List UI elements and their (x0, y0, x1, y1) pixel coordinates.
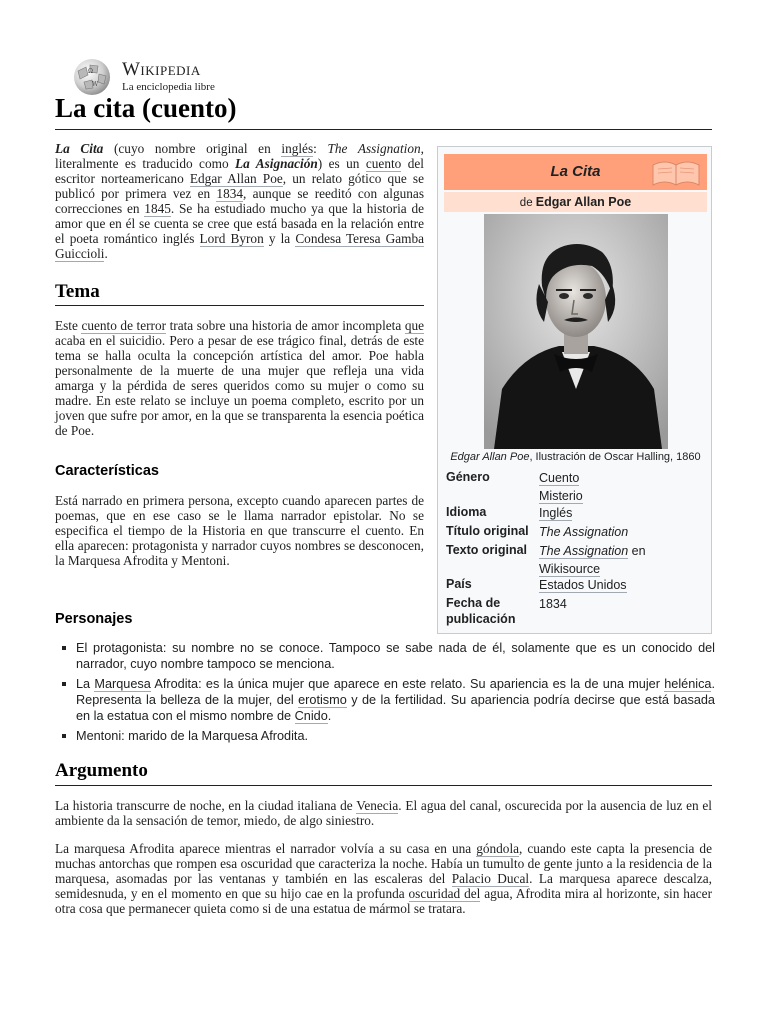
argumento-text: La marquesa Afrodita aparece mientras el narrador volvía a su casa en una (55, 841, 477, 856)
caracteristicas-paragraph: Está narrado en primera persona, excepto cuando aparecen partes de poemas, que en ese caso se le llama narrador epistolar. No se especifica el tiempo de la Historia en que transcurre el cuento. En ella aparecen: protagonista y narrador cuyos nombres se desconocen, la Marquesa Afrodita y Mentoni. (55, 493, 424, 568)
infobox-label: Título original (446, 524, 529, 538)
list-item (60, 676, 715, 724)
argumento-paragraph-1 (55, 798, 712, 828)
infobox-label: Fecha de publicación (446, 596, 516, 626)
link-cuento[interactable]: cuento (365, 156, 402, 171)
infobox-author-row (444, 192, 707, 212)
wikipedia-logo[interactable] (70, 57, 270, 97)
link-ingles[interactable]: inglés (281, 141, 314, 156)
svg-text:Ω: Ω (88, 68, 93, 75)
list-item-text: Mentoni: marido de la Marquesa Afrodita. (76, 729, 309, 743)
infobox-value-text: en (628, 544, 646, 558)
intro-text: : (313, 141, 328, 156)
poe-portrait-image[interactable] (484, 214, 668, 449)
link-palacio-ducal[interactable]: Palacio Ducal (451, 871, 530, 886)
portrait-illustration (484, 214, 668, 449)
tema-text: Este (55, 318, 82, 333)
argumento-text: La historia transcurre de noche, en la ciudad italiana de (55, 798, 357, 813)
link-genero-cuento[interactable]: Cuento (539, 471, 580, 485)
infobox-value (539, 542, 709, 578)
infobox-label: Texto original (446, 543, 528, 557)
intro-paragraph (55, 141, 424, 261)
intro-original-title: The Assignation (327, 141, 421, 156)
link-lord-byron[interactable]: Lord Byron (199, 231, 264, 246)
svg-text:W: W (92, 81, 99, 88)
link-marquesa[interactable]: Marquesa (94, 677, 151, 691)
infobox-image-caption (442, 451, 709, 463)
intro-text: y la (263, 231, 296, 246)
section-heading-caracteristicas: Características (55, 463, 159, 479)
argumento-text: . La marquesa aparece descalza, semidesnuda, y en el momento en que su hijo cae en la profunda (55, 871, 713, 901)
link-estados-unidos[interactable]: Estados Unidos (539, 578, 627, 592)
intro-text: del escritor norteamericano (55, 156, 424, 186)
wikipedia-wordmark: Wikipedia (122, 59, 201, 80)
list-item (60, 728, 715, 744)
section-divider (55, 305, 424, 306)
section-heading-personajes: Personajes (55, 611, 133, 627)
list-item-text: . (327, 709, 332, 723)
link-texto-assignation[interactable]: The Assignation (539, 544, 629, 558)
intro-text: . Se ha estudiado mucho ya que la historia de amor que en él se cuenta se cree que está basada en la relación entre el poeta romántico inglés (55, 201, 424, 246)
intro-text: , literalmente es traducido como (55, 141, 424, 171)
argumento-text: . El agua del canal, oscurecida por la ausencia de luz en el ambiente da la sensación de temor, miedo, de algo siniestro. (55, 798, 712, 828)
link-erotismo[interactable]: erotismo (298, 693, 347, 707)
page-title: La cita (cuento) (55, 93, 237, 123)
intro-text: . (104, 246, 108, 261)
infobox-header (444, 154, 707, 190)
infobox-title: La Cita (550, 163, 601, 180)
intro-translation: La Asignación (235, 156, 318, 171)
argumento-text: agua, Afrodita mira al horizonte, sin hacer otra cosa que permanecer quieta como si de una estatua de mármol se tratara. (55, 886, 713, 916)
link-infobox-author[interactable]: Edgar Allan Poe (535, 195, 632, 209)
infobox (437, 146, 712, 634)
infobox-value (539, 523, 709, 541)
link-cuento-de-terror[interactable]: cuento de terror (81, 318, 167, 333)
argumento-paragraph-2 (55, 841, 712, 916)
link-1845[interactable]: 1845 (144, 201, 171, 216)
link-genero-misterio[interactable]: Misterio (539, 489, 583, 503)
intro-text: (cuyo nombre original en (103, 141, 282, 156)
wikipedia-tagline: La enciclopedia libre (122, 81, 215, 93)
list-item-text: y de la fertilidad. Su apariencia podría decirse que está basada en la estatua con el mismo nombre de (76, 693, 715, 723)
infobox-label: Género (446, 470, 490, 484)
infobox-label: Idioma (446, 505, 487, 519)
infobox-value (539, 469, 709, 505)
intro-text: ) es un (317, 156, 366, 171)
link-1834[interactable]: 1834 (216, 186, 244, 201)
link-oscuridad[interactable]: oscuridad del (408, 886, 481, 901)
link-wikisource[interactable]: Wikisource (539, 562, 601, 576)
infobox-value: 1834 (539, 597, 567, 611)
link-edgar-allan-poe[interactable]: Edgar Allan Poe (189, 171, 283, 186)
intro-text: , un relato gótico que se publicó por primera vez en (55, 171, 424, 201)
link-condesa-guiccioli[interactable]: Condesa Teresa Gamba Guiccioli (55, 231, 424, 261)
infobox-value (539, 504, 709, 522)
section-heading-tema: Tema (55, 281, 100, 302)
list-item-text: Afrodita: es la única mujer que aparece en este relato. Su apariencia es la de una mujer (150, 677, 665, 691)
tema-text: trata sobre una historia de amor incompleta (166, 318, 405, 333)
list-item-text: La (76, 677, 95, 691)
link-gondola[interactable]: góndola (476, 841, 520, 856)
personajes-list (60, 640, 715, 748)
infobox-value (539, 576, 709, 594)
tema-paragraph (55, 318, 424, 438)
infobox-author-prefix: de (519, 197, 533, 209)
link-helenica[interactable]: helénica (664, 677, 712, 691)
wikipedia-globe-icon (70, 57, 114, 97)
infobox-label: País (446, 577, 472, 591)
link-idioma-ingles[interactable]: Inglés (539, 506, 573, 520)
infobox-value-text: The Assignation (539, 525, 629, 539)
caption-name: Edgar Allan Poe (450, 451, 530, 463)
intro-text: , aunque se reeditó con algunas correcciones en (55, 186, 425, 216)
argumento-text: , cuando este capta la presencia de muchas antorchas que rompen esa oscuridad que caracteriza la noche. Había un tumulto de gente junto a la residencia de la marquesa, asomadas por las ventanas y también en las escaleras del (55, 841, 712, 886)
intro-title-text: La Cita (55, 141, 104, 156)
section-heading-argumento: Argumento (55, 760, 148, 781)
section-divider (55, 785, 712, 786)
link-que[interactable]: que (404, 318, 425, 333)
caption-text: , Ilustración de Oscar Halling, 1860 (529, 451, 701, 463)
link-cnido[interactable]: Cnido (294, 709, 328, 723)
tema-text: acaba en el suicidio. Pero a pesar de ese trágico final, detrás de este tema se halla oculta la concepción artística del amor. Poe habla personalmente de la muerte de una mujer que refleja una vida amarga y la pérdida de seres queridos como su mujer o como su madre. En este relato se incluye un poema completo, escrito por un joven que sufre por amor, en la que se transparenta la esencia poética de Poe. (55, 333, 424, 438)
list-item-text: . Representa la belleza de la mujer, del (76, 677, 716, 707)
list-item (60, 640, 715, 672)
title-divider (55, 129, 712, 130)
link-venecia[interactable]: Venecia (356, 798, 399, 813)
open-book-icon (649, 157, 703, 189)
list-item-text: El protagonista: su nombre no se conoce. Tampoco se sabe nada de él, solamente que es un conocido del narrador, cuyo nombre tampoco se menciona. (76, 641, 715, 671)
